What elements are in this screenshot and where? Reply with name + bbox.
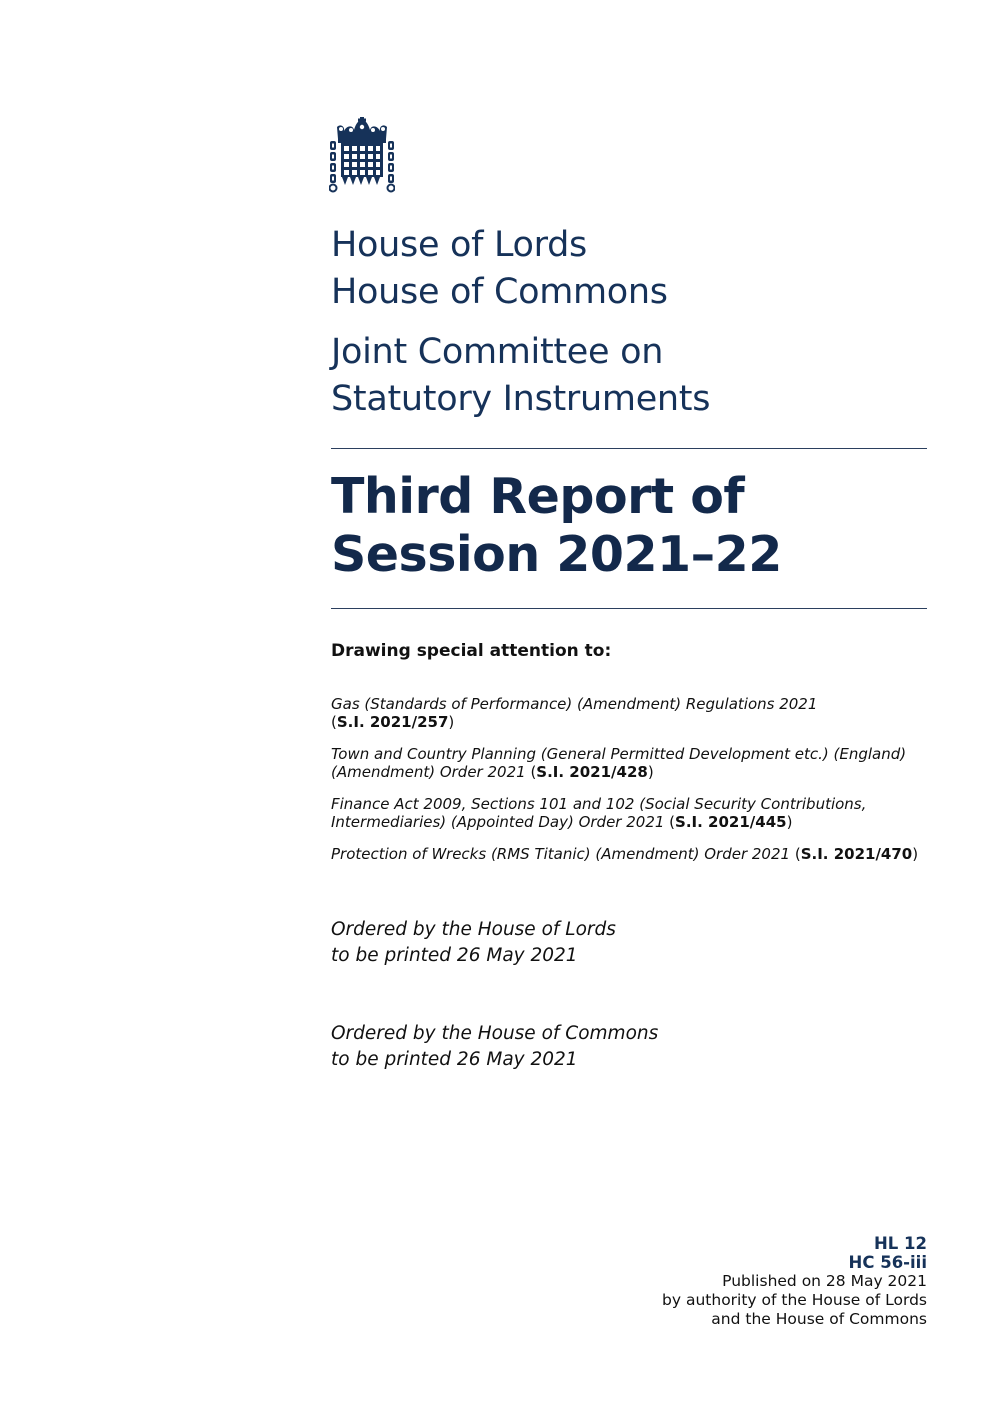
ordered-commons-line-1: Ordered by the House of Commons (331, 1023, 659, 1044)
instrument-item (331, 695, 927, 731)
instrument-title: Town and Country Planning (General Permitted Development etc.) (England) (331, 745, 907, 763)
instrument-item (331, 845, 927, 863)
paren-open: ( (525, 763, 537, 781)
instrument-ref: S.I. 2021/428 (536, 763, 648, 781)
instrument-title: Gas (Standards of Performance) (Amendment) Regulations 2021 (331, 695, 818, 713)
authority-line-2: and the House of Commons (711, 1310, 927, 1328)
instrument-ref: S.I. 2021/470 (800, 845, 913, 863)
instrument-title-cont: (Amendment) Order 2021 (331, 763, 526, 781)
committee-name-line-2: Statutory Instruments (331, 379, 711, 419)
paren-close: ) (647, 763, 654, 781)
ordered-commons-line-2: to be printed 26 May 2021 (331, 1049, 578, 1070)
houses-heading (331, 222, 927, 316)
committee-name-line-1: Joint Committee on (331, 332, 664, 372)
divider-bottom (331, 608, 927, 609)
instrument-ref: S.I. 2021/445 (675, 813, 787, 831)
hl-number: HL 12 (873, 1234, 927, 1253)
committee-name (331, 329, 927, 423)
attention-heading: Drawing special attention to: (331, 641, 612, 661)
divider-top (331, 448, 927, 449)
instrument-item (331, 745, 927, 781)
report-title-line-2: Session 2021–22 (331, 526, 782, 583)
instrument-ref: S.I. 2021/257 (336, 713, 449, 731)
paren-open: ( (790, 845, 801, 863)
ordered-by-commons (331, 1021, 927, 1073)
instrument-title: Protection of Wrecks (RMS Titanic) (Amendment) Order 2021 (331, 845, 791, 863)
paren-close: ) (912, 845, 919, 863)
report-title (331, 468, 927, 584)
portcullis-crown-icon (329, 117, 395, 195)
paren-open: ( (664, 813, 676, 831)
published-date: Published on 28 May 2021 (722, 1272, 927, 1290)
authority-line-1: by authority of the House of Lords (662, 1291, 927, 1309)
instrument-title-cont: Intermediaries) (Appointed Day) Order 2021 (331, 813, 665, 831)
house-of-commons-label: House of Commons (331, 272, 668, 312)
report-title-line-1: Third Report of (331, 468, 745, 525)
paren-close: ) (448, 713, 455, 731)
ordered-lords-line-1: Ordered by the House of Lords (331, 919, 616, 940)
paren-close: ) (786, 813, 793, 831)
hc-number: HC 56-iii (848, 1253, 927, 1272)
paren-open: ( (331, 713, 337, 731)
house-of-lords-label: House of Lords (331, 225, 587, 265)
instrument-title: Finance Act 2009, Sections 101 and 102 (Social Security Contributions, (331, 795, 867, 813)
ordered-by-lords (331, 917, 927, 969)
instruments-list (331, 695, 927, 877)
instrument-item (331, 795, 927, 831)
publication-info (662, 1234, 927, 1329)
ordered-lords-line-2: to be printed 26 May 2021 (331, 945, 578, 966)
